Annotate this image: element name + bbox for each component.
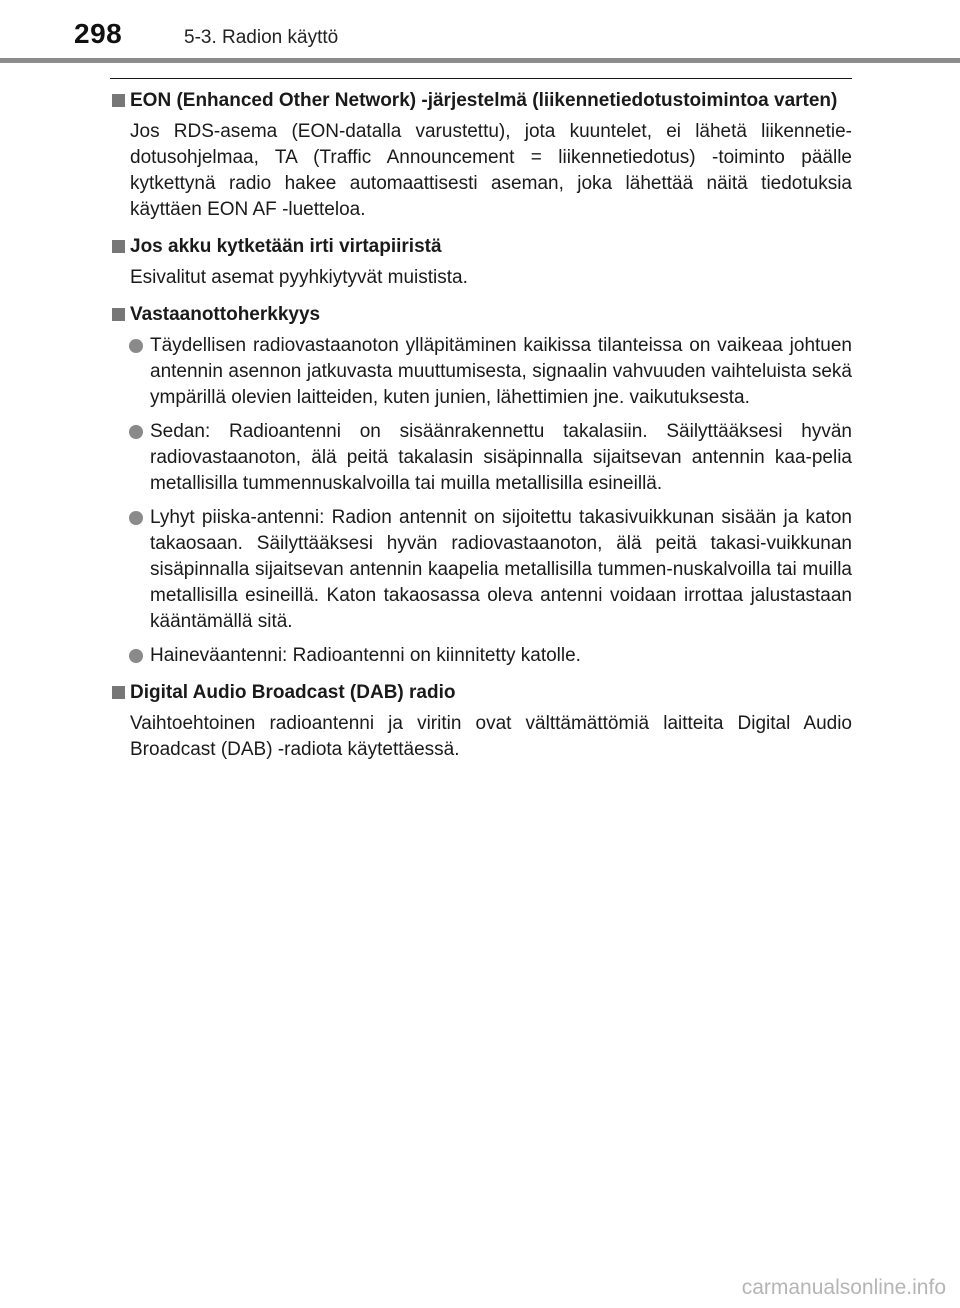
watermark: carmanualsonline.info	[741, 1276, 946, 1299]
bullet-list	[110, 333, 852, 669]
section-paragraph: Jos RDS-asema (EON-datalla varustettu), jota kuuntelet, ei lähetä liikennetie-dotusohjelmaa, TA (Traffic Announcement = liikennetiedotus) -toiminto päälle kytkettynä radio hakee automaattisesti aseman, joka lähettää näitä tiedotuksia käyttäen EON AF -luetteloa.	[130, 121, 852, 220]
section-dab	[110, 680, 852, 763]
section-heading	[110, 680, 852, 706]
round-bullet-icon	[129, 649, 143, 663]
section-heading-text: Digital Audio Broadcast (DAB) radio	[130, 682, 456, 703]
list-item	[110, 419, 852, 497]
list-item	[110, 505, 852, 635]
header-rule	[0, 58, 960, 63]
section-heading	[110, 234, 852, 260]
page-content	[110, 88, 852, 774]
list-item-text: Lyhyt piiska-antenni: Radion antennit on sijoitettu takasivuikkunan sisään ja katon takaosaan. Säilyttääksesi hyvän radiovastaanoton, älä peitä takasi-vuikkunan sisäpinnalla sijaitsevan antennin kaapelia metallisilla tummen-nuskalvoilla tai muilla metallisilla esineillä. Katon takaosassa oleva antenni voidaan irrottaa jalustastaan kääntämällä sitä.	[150, 507, 852, 632]
square-bullet-icon	[112, 308, 125, 321]
list-item-text: Täydellisen radiovastaanoton ylläpitäminen kaikissa tilanteissa on vaikeaa johtuen antennin asennon jatkuvasta muuttumisesta, signaalin vahvuuden vaihteluista sekä ympärillä olevien laitteiden, kuten junien, lähettimien jne. vaikutuksesta.	[150, 335, 852, 408]
section-heading-text: Jos akku kytketään irti virtapiiristä	[130, 236, 442, 257]
round-bullet-icon	[129, 425, 143, 439]
square-bullet-icon	[112, 686, 125, 699]
list-item-text: Sedan: Radioantenni on sisäänrakennettu takalasiin. Säilyttääksesi hyvän radiovastaanoton, älä peitä takalasin sisäpinnalla sijaitsevan antennin kaa-pelia metallisilla tummennuskalvoilla tai muilla metallisilla esineillä.	[150, 421, 852, 494]
list-item	[110, 643, 852, 669]
section-battery	[110, 234, 852, 291]
section-eon	[110, 88, 852, 223]
section-heading-text: Vastaanottoherkkyys	[130, 304, 321, 325]
section-paragraph: Vaihtoehtoinen radioantenni ja viritin ovat välttämättömiä laitteita Digital Audio Broadcast (DAB) -radiota käytettäessä.	[130, 713, 852, 760]
round-bullet-icon	[129, 511, 143, 525]
list-item-text: Haineväantenni: Radioantenni on kiinnitetty katolle.	[150, 645, 581, 666]
page-header	[0, 0, 960, 64]
section-heading	[110, 302, 852, 328]
content-top-rule	[110, 78, 852, 79]
list-item	[110, 333, 852, 411]
page-number: 298	[74, 18, 123, 49]
section-paragraph: Esivalitut asemat pyyhkiytyvät muistista.	[130, 267, 468, 288]
square-bullet-icon	[112, 94, 125, 107]
section-heading-text: EON (Enhanced Other Network) -järjestelmä (liikennetiedotustoimintoa varten)	[130, 90, 838, 111]
square-bullet-icon	[112, 240, 125, 253]
section-reception	[110, 302, 852, 669]
section-title: 5-3. Radion käyttö	[184, 27, 339, 48]
round-bullet-icon	[129, 339, 143, 353]
section-heading	[110, 88, 852, 114]
